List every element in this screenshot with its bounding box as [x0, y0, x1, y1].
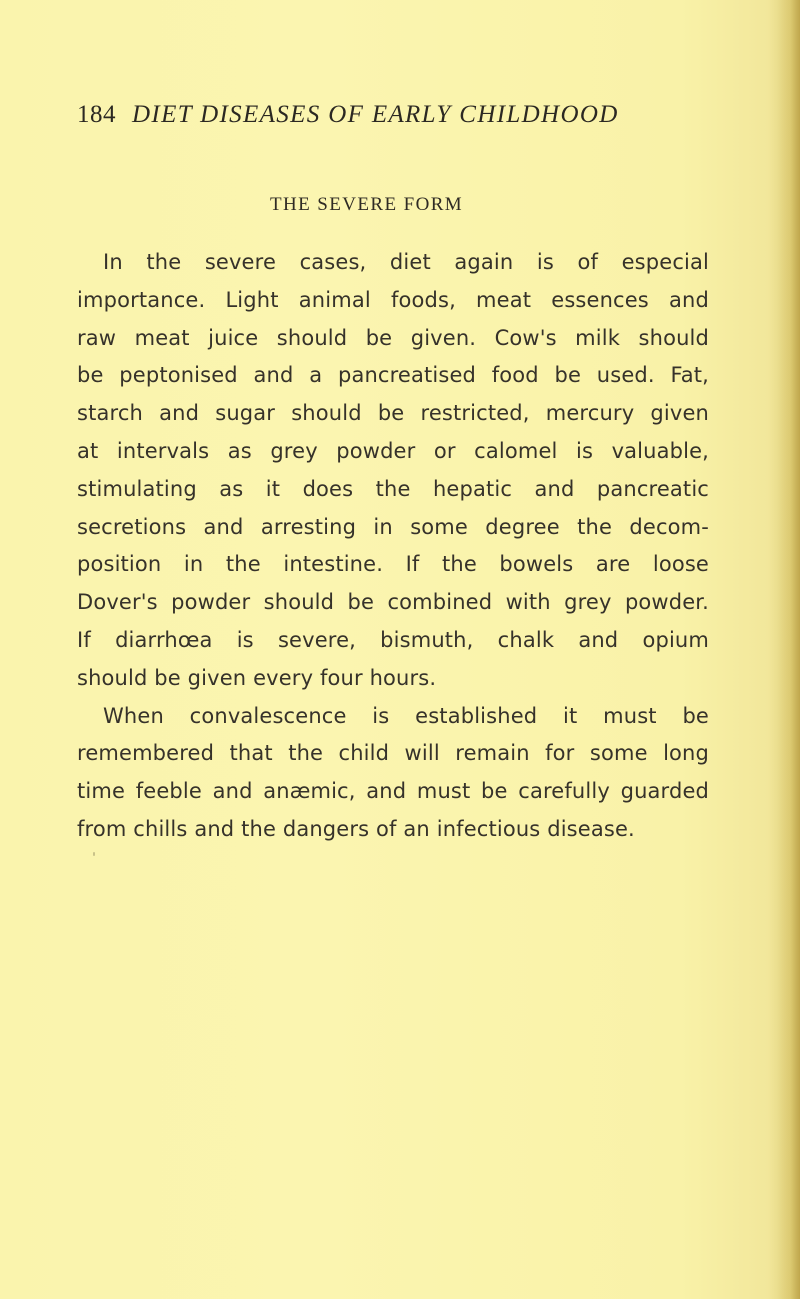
text-line: If diarrhœa is severe, bismuth, chalk and opium	[77, 627, 709, 652]
text-line: at intervals as grey powder or calomel is valuable,	[77, 438, 709, 463]
book-title: DIET DISEASES OF EARLY CHILDHOOD	[132, 101, 619, 128]
text-line: time feeble and anæmic, and must be carefully guarded	[77, 779, 709, 804]
text-line: from chills and the dangers of an infectious disease.	[77, 816, 635, 841]
text-line: secretions and arresting in some degree the decom-	[77, 514, 709, 539]
text-line: position in the intestine. If the bowels are loose	[77, 552, 709, 577]
text-line: should be given every four hours.	[77, 665, 437, 690]
paper-speck	[93, 852, 95, 856]
text-line: be peptonised and a pancreatised food be used. Fat,	[77, 363, 709, 388]
page-edge-shadow	[778, 0, 800, 1299]
text-line: starch and sugar should be restricted, mercury given	[77, 401, 709, 426]
text-line: raw meat juice should be given. Cow's milk should	[77, 325, 709, 350]
body-text	[77, 244, 709, 849]
page-number: 184	[77, 101, 116, 128]
text-line: When convalescence is established it must be	[103, 703, 709, 728]
section-heading: THE SEVERE FORM	[270, 194, 464, 215]
text-line: Dover's powder should be combined with grey powder.	[77, 590, 709, 615]
running-head	[77, 101, 737, 137]
text-line: In the severe cases, diet again is of especial	[103, 250, 709, 274]
text-line: remembered that the child will remain for some long	[77, 741, 709, 766]
text-line: stimulating as it does the hepatic and pancreatic	[77, 476, 709, 501]
text-line: importance. Light animal foods, meat essences and	[77, 287, 709, 312]
